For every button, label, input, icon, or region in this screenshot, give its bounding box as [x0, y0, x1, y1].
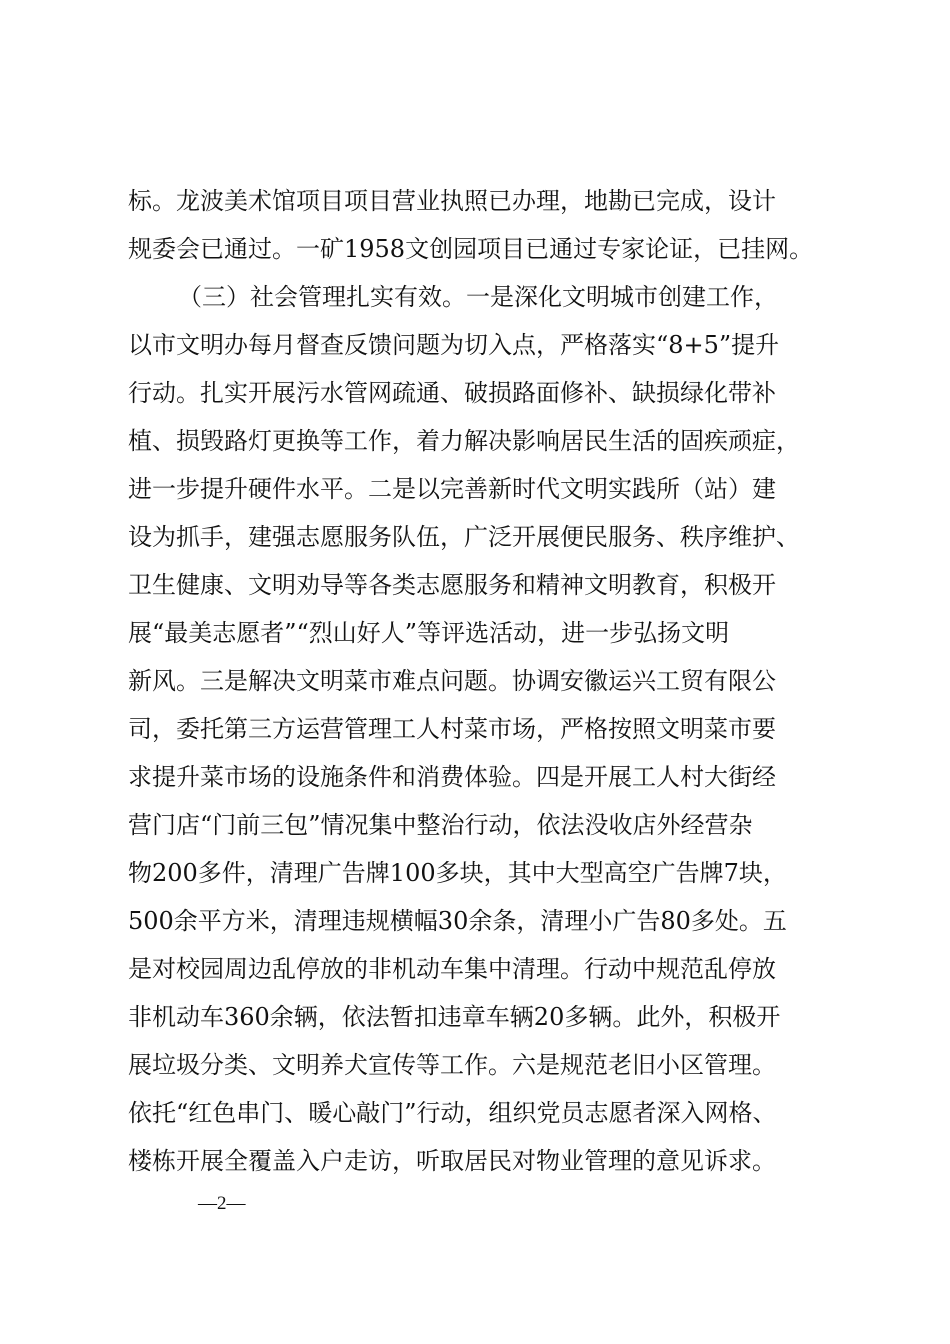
text-line: 规委会已通过。一矿1958文创园项目已通过专家论证，已挂网。: [128, 235, 814, 263]
text-line: 标。龙波美术馆项目项目营业执照已办理，地勘已完成，设计: [128, 187, 776, 215]
text-line: 以市文明办每月督查反馈问题为切入点，严格落实“8+5”提升: [128, 331, 780, 359]
text-line: 依托“红色串门、暖心敲门”行动，组织党员志愿者深入网格、: [128, 1099, 777, 1127]
section-heading-line: （三）社会管理扎实有效。一是深化文明城市创建工作，: [178, 283, 778, 311]
text-line: 是对校园周边乱停放的非机动车集中清理。行动中规范乱停放: [128, 955, 776, 983]
text-line: 求提升菜市场的设施条件和消费体验。四是开展工人村大街经: [128, 763, 776, 791]
text-line: 楼栋开展全覆盖入户走访，听取居民对物业管理的意见诉求。: [128, 1147, 776, 1175]
text-line: 物200多件，清理广告牌100多块，其中大型高空广告牌7块，: [128, 859, 787, 887]
text-line: 500余平方米，清理违规横幅30余条，清理小广告80多处。五: [128, 907, 787, 935]
text-line: 设为抓手，建强志愿服务队伍，广泛开展便民服务、秩序维护、: [128, 523, 800, 551]
text-line: 展垃圾分类、文明养犬宣传等工作。六是规范老旧小区管理。: [128, 1051, 776, 1079]
text-line: 新风。三是解决文明菜市难点问题。协调安徽运兴工贸有限公: [128, 667, 776, 695]
text-line: 非机动车360余辆，依法暂扣违章车辆20多辆。此外，积极开: [128, 1003, 781, 1031]
text-line: 营门店“门前三包”情况集中整治行动，依法没收店外经营杂: [128, 811, 753, 839]
text-line: 行动。扎实开展污水管网疏通、破损路面修补、缺损绿化带补: [128, 379, 776, 407]
text-line: 植、损毁路灯更换等工作，着力解决影响居民生活的固疾顽症，: [128, 427, 800, 455]
page-number: —2—: [198, 1193, 246, 1214]
text-line: 卫生健康、文明劝导等各类志愿服务和精神文明教育，积极开: [128, 571, 776, 599]
text-line: 展“最美志愿者”“烈山好人”等评选活动，进一步弘扬文明: [128, 619, 730, 647]
text-line: 进一步提升硬件水平。二是以完善新时代文明实践所（站）建: [128, 475, 776, 503]
text-line: 司，委托第三方运营管理工人村菜市场，严格按照文明菜市要: [128, 715, 776, 743]
